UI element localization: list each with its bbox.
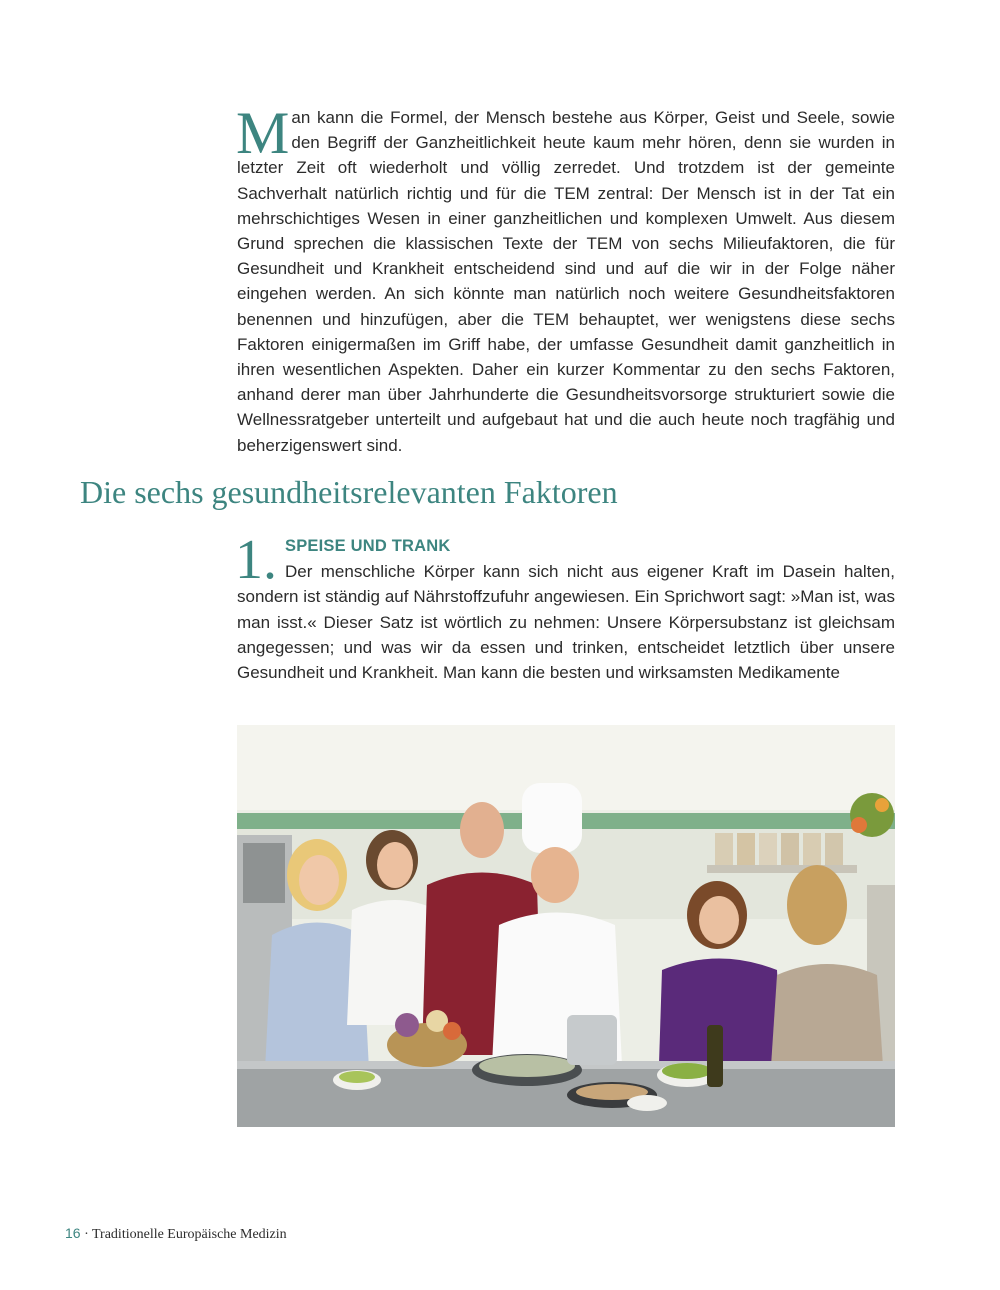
factor-number: 1.	[235, 529, 277, 591]
intro-paragraph	[236, 100, 895, 458]
factor-paragraph	[235, 529, 895, 685]
drop-cap: M	[236, 100, 290, 166]
factor-heading: SPEISE UND TRANK	[285, 537, 451, 555]
factor-text: Der menschliche Körper kann sich nicht aus eigener Kraft im Dasein halten, sondern ist ständig auf Nährstoffzufuhr angewiesen. Ein Sprichwort sagt: »Man ist, was man isst.« Dieser Satz ist wörtlich zu nehmen: Unsere Körpersubstanz ist gleichsam angegessen; und was wir da essen und trinken, entscheidet letztlich über unsere Gesundheit und Krankheit. Man kann die besten und wirksamsten Medikamente	[237, 562, 895, 683]
footer-separator: ·	[84, 1227, 89, 1242]
section-title: Die sechs gesundheitsrelevanten Faktoren	[80, 474, 618, 510]
book-title: Traditionelle Europäische Medizin	[92, 1227, 287, 1242]
page-footer	[65, 1224, 287, 1244]
kitchen-photo	[237, 725, 895, 1127]
kitchen-photo-illustration	[237, 725, 895, 1127]
page-number: 16	[65, 1225, 81, 1241]
intro-text: an kann die Formel, der Mensch bestehe aus Körper, Geist und Seele, sowie den Begriff der Ganzheitlichkeit heute kaum mehr hören, denn sie wurden in letzter Zeit oft wiederholt und völlig zerredet. Und trotzdem ist der gemeinte Sachverhalt natürlich richtig und für die TEM zentral: Der Mensch ist in der Tat ein mehrschichtiges Wesen in einer ganzheitlichen und komplexen Umwelt. Aus diesem Grund sprechen die klassischen Texte der TEM von sechs Milieufaktoren, die für Gesundheit und Krankheit entscheidend sind und auf die wir in der Folge näher eingehen werden. An sich könnte man natürlich noch weitere Gesundheitsfaktoren benennen und hinzufügen, aber die TEM behauptet, wer wenigstens diese sechs Faktoren einigermaßen im Griff habe, der umfasse Gesundheit damit ganzheitlich in ihren wesentlichen Aspekten. Daher ein kurzer Kommentar zu den sechs Faktoren, anhand derer man über Jahrhunderte die Gesundheitsvorsorge strukturiert sowie die Wellnessratgeber unterteilt und aufgebaut hat und die auch heute noch tragfähig und beherzigenswert sind.	[237, 108, 895, 455]
